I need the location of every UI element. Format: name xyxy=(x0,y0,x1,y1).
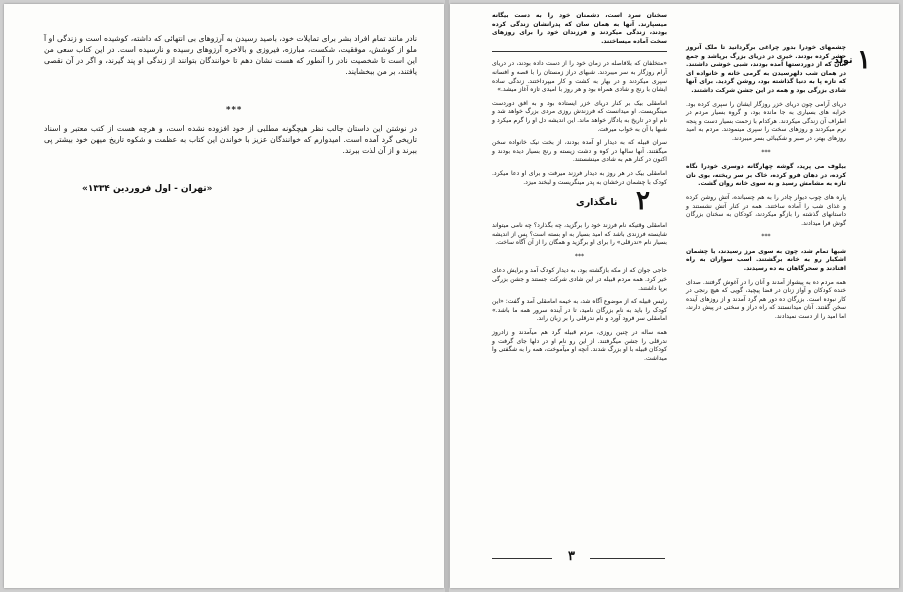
paragraph: حاجی جوان که از مکه بازگشته بود، به دیدار کودک آمد و برایش دعای خیر کرد. همه مردم قبیله در این شادی شرکت جستند و جشن بزرگی برپا داشتند. xyxy=(492,267,667,292)
right-page xyxy=(450,4,899,588)
chapter-1-title: تولد xyxy=(834,55,853,66)
section-separator: *** xyxy=(226,105,243,115)
preface-paragraph-2: در نوشتن این داستان جالب نظر هیچگونه مطلبی از خود افزوده نشده است، و هرچه هست از کتب معتبر و اسناد تاریخی گرد آمده است. امیدوارم که خوانندگان عزیز با خواندن این کتاب به عظمت و شکوه تاریخ میهن خود بیشتر پی ببرند و از آن لذت ببرند. xyxy=(44,124,417,155)
section-separator: *** xyxy=(761,148,771,156)
paragraph: چشمهای خودرا بدور چراغی برگردانید تا ملک آنروز حشر کرده بودند. خیری در دریای بزرگ برپاشد و جمع آنان که از دوردستها آمده بودند، شبی خوشی داشتند. در همان شب دلهرسیدن به گرمی خانه و خانواده ای که تازه پا به دنیا گذاشته بود، روشن گردید. برای آنها شادی بزرگی بود و همه در این جشن شرکت داشتند. xyxy=(686,44,846,94)
section-separator: *** xyxy=(761,233,771,241)
paragraph: همه ساله در چنین روزی، مردم قبیله گرد هم میآمدند و زادروز ندرقلی را جشن میگرفتند. از این رو نام او در دلها جای گرفت و کودکان قبیله با او بزرگ شدند. آنچه او میآموخت، همه را به شگفتی وا میداشت. xyxy=(492,329,667,362)
paragraph: سران قبیله که به دیدار او آمده بودند، از بخت نیک خانواده سخن میگفتند. آنها سالها در کوه و دشت زیسته و رنج بسیار دیده بودند و اکنون در کنار هم به شادی مینشستند. xyxy=(492,139,667,164)
paragraph: بیلوف می پرید، گوشه چهارگانه دوسری خودرا نگاه کرده، در دهان فرو کرده، خاک بر سر ریخته، بوی نان تازه به مشامش رسید و به سوی خانه روان گشت. xyxy=(686,163,846,188)
paragraph: «متخلفان که بلافاصله در زمان خود را از دست داده بودند، در دریای آرام روزگار به سر میبردند. شبهای دراز زمستان را با قصه و افسانه سپری میکردند و در بهار به کشت و کار میپرداختند. زندگی ساده ایشان با رنج و شادی همراه بود و هر روز با امیدی تازه آغاز میشد.» xyxy=(492,60,667,94)
chapter-1-number: ۱ xyxy=(857,45,871,75)
chapter-2-number: ۲ xyxy=(636,186,650,216)
paragraph: امامقلی بیک در هر روز به دیدار فرزند میرفت و برای او دعا میکرد. کودک با چشمان درخشان به پدر مینگریست و لبخند میزد. xyxy=(492,169,667,186)
paragraph: پاره های چوب دیوار چادر را به هم چسبانده، آتش روشن کرده و غذای شب را آماده ساختند. همه در کنار آتش نشستند و داستانهای گذشته را بازگو میکردند، کودکان به سخنان بزرگان گوش فرا میدادند. xyxy=(686,193,846,227)
right-text-column xyxy=(686,44,846,327)
page-number: ۳ xyxy=(568,549,575,564)
chapter-2-title: نامگذاری xyxy=(576,197,618,208)
footer-rule xyxy=(492,558,552,559)
footer-rule xyxy=(590,558,665,559)
left-page xyxy=(4,4,444,588)
paragraph: امامقلی وقتیکه نام فرزند خود را برگزید، چه بگذارد؟ چه نامی میتواند شایسته فرزندی باشد که امید بسیار به او بسته است؟ پس از اندیشه بسیار نام «ندرقلی» را برای او برگزید و همگان را از آن آگاه ساخت. xyxy=(492,222,667,247)
section-separator: *** xyxy=(574,252,585,260)
section-separator xyxy=(492,51,667,54)
paragraph: رئیس قبیله که از موضوع آگاه شد، به خیمه امامقلی آمد و گفت: «این کودک را باید به نام بزرگان نامید، تا در آینده سرور همه ما باشد.» امامقلی سر فرود آورد و نام ندرقلی را بر زبان راند. xyxy=(492,298,667,323)
paragraph: همه مردم ده به پیشواز آمدند و آنان را در آغوش گرفتند. صدای خنده کودکان و آواز زنان در فضا پیچید، گویی که هیچ رنجی در کار نبوده است. بزرگان ده دور هم گرد آمدند و از روزهای آینده سخن گفتند. آنان میدانستند که راه دراز و سختی در پیش دارند، اما امید را از دست نمیدادند. xyxy=(686,278,846,321)
book-spine xyxy=(445,0,449,592)
top-verse: سخنان سرد است، دشمنان خود را به دست بیگانه میسپارند. آنها به همان سان که پدرانشان زندگی کرده بودند، زندگی میکردند و فرزندان خود را برای روزهای سخت آماده میساختند. xyxy=(492,12,667,45)
paragraph: دریای آرامی چون دریای خزر روزگار ایشان را سپری کرده بود. خرابه های بسیاری به جا مانده بود، و گروه بسیار مردم در اطراف آن زندگی میکردند. هرکدام با زحمت بسیار دست و پنجه نرم میکردند و روزهای سخت را سپری مینمودند. مردم به امید روزهای بهتر، در صبر و شکیبائی بسر میبردند. xyxy=(686,100,846,142)
preface-signoff: «تهران - اول فروردین ۱۳۳۴» xyxy=(82,184,213,194)
preface-paragraph-1: نادر مانند تمام افراد بشر برای تمایلات خود، باصید رسیدن به آرزوهای بی انتهائی که داشته، کوشیده است و زندگی او آ ملو از کوشش، موفقیت، شکست، مبارزه، فیروزی و بالاخره آرزوهای رسیده و نارسیده است. در این کتاب سعی من این است تا شخصیت نادر را آنطور که هست نشان دهم تا خوانندگان بتوانند از زندگی او پند گیرند، و اگر در آن نقصی یافتند، بر من ببخشایند. xyxy=(44,34,417,76)
paragraph: شبها تمام شد، چون به سوی مرز رسیدند، با چشمان اشکبار رو به خانه برگشتند. اسب سواران به راه افتادند و سحرگاهان به ده رسیدند. xyxy=(686,247,846,273)
paragraph: امامقلی بیک بر کنار دریای خزر ایستاده بود و به افق دوردست مینگریست. او میدانست که فرزندش روزی مردی بزرگ خواهد شد و نام او در تاریخ به یادگار خواهد ماند. این اندیشه دل او را گرم میکرد و شبها با آن به خواب میرفت. xyxy=(492,99,667,133)
